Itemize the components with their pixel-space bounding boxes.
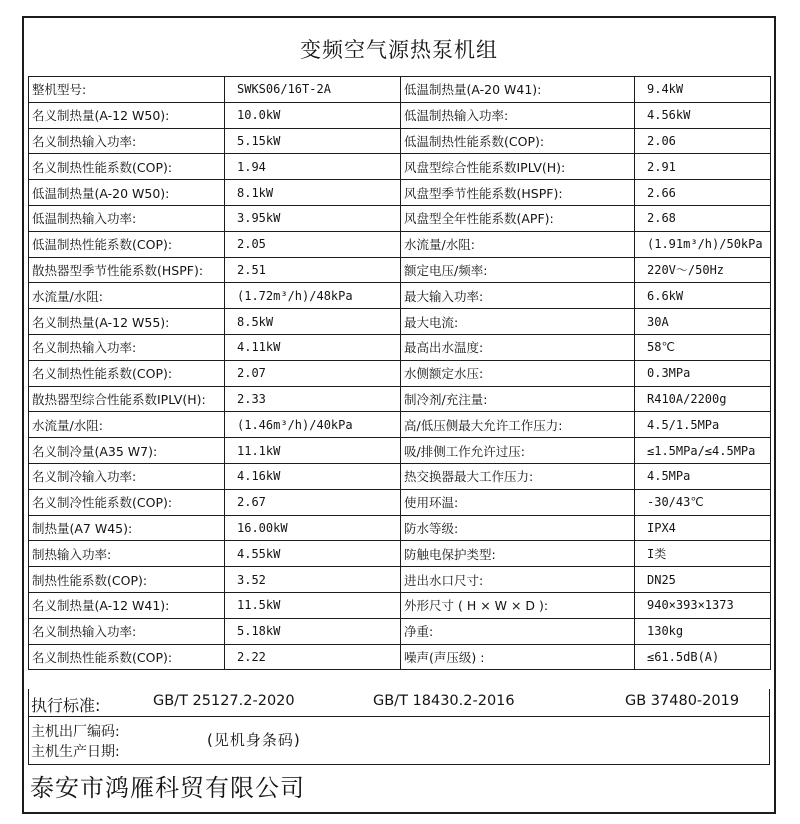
spec-value: 2.51 [225,257,401,283]
spec-row [29,257,771,283]
spec-value: 220V～/50Hz [635,257,771,283]
spec-value: 4.55kW [225,541,401,567]
spec-value: 9.4kW [635,77,771,103]
spec-row [29,592,771,618]
spec-label: 防触电保护类型: [401,541,635,567]
spec-label: 吸/排侧工作允许过压: [401,438,635,464]
barcode-note: (见机身条码) [207,731,301,749]
spec-value: 8.5kW [225,309,401,335]
spec-value: 2.67 [225,489,401,515]
spec-label: 风盘型季节性能系数(HSPF): [401,180,635,206]
spec-row [29,77,771,103]
spec-value: 2.22 [225,644,401,670]
spec-label: 水流量/水阻: [29,412,225,438]
spec-label: 制热输入功率: [29,541,225,567]
nameplate-title: 变频空气源热泵机组 [300,38,498,62]
spec-label: 制冷剂/充注量: [401,386,635,412]
spec-row [29,489,771,515]
spec-value: 130kg [635,618,771,644]
spec-value: 4.11kW [225,334,401,360]
spec-value: R410A/2200g [635,386,771,412]
spec-row [29,309,771,335]
spec-row [29,205,771,231]
standard-2: GB/T 18430.2-2016 [373,693,515,709]
standards-label: 执行标准: [31,696,101,715]
spec-label: 名义制热性能系数(COP): [29,644,225,670]
spec-row [29,463,771,489]
spec-value: ≤61.5dB(A) [635,644,771,670]
spec-value: (1.91m³/h)/50kPa [635,231,771,257]
spec-label: 额定电压/频率: [401,257,635,283]
spec-label: 最大输入功率: [401,283,635,309]
spec-value: 30A [635,309,771,335]
spec-value: SWKS06/16T-2A [225,77,401,103]
spec-value: 4.5/1.5MPa [635,412,771,438]
spec-label: 低温制热性能系数(COP): [401,128,635,154]
spec-value: 4.56kW [635,102,771,128]
spec-label: 使用环温: [401,489,635,515]
spec-value: I类 [635,541,771,567]
spec-row [29,334,771,360]
spec-label: 水流量/水阻: [401,231,635,257]
spec-row [29,102,771,128]
spec-value: (1.72m³/h)/48kPa [225,283,401,309]
spec-value: 940×393×1373 [635,592,771,618]
spec-label: 噪声(声压级) : [401,644,635,670]
spec-row [29,386,771,412]
spec-label: 名义制冷输入功率: [29,463,225,489]
standard-3: GB 37480-2019 [625,693,740,709]
spec-value: 58℃ [635,334,771,360]
spec-label: 名义制冷量(A35 W7): [29,438,225,464]
spec-value: 10.0kW [225,102,401,128]
spec-label: 风盘型全年性能系数(APF): [401,205,635,231]
spec-value: 2.91 [635,154,771,180]
standards-row [28,689,770,717]
spec-row [29,231,771,257]
spec-label: 水流量/水阻: [29,283,225,309]
spec-value: 2.05 [225,231,401,257]
spec-row [29,515,771,541]
spec-value: 4.5MPa [635,463,771,489]
standard-1: GB/T 25127.2-2020 [153,693,295,709]
spec-row [29,541,771,567]
spec-value: 2.07 [225,360,401,386]
spec-label: 散热器型综合性能系数IPLV(H): [29,386,225,412]
spec-value: 2.66 [635,180,771,206]
spec-label: 名义制热输入功率: [29,128,225,154]
company-name: 泰安市鸿雁科贸有限公司 [30,774,305,802]
spec-value: 8.1kW [225,180,401,206]
spec-label: 名义制热量(A-12 W50): [29,102,225,128]
spec-value: 2.06 [635,128,771,154]
spec-value: 11.5kW [225,592,401,618]
nameplate [22,16,776,814]
spec-label: 进出水口尺寸: [401,567,635,593]
spec-value: 1.94 [225,154,401,180]
spec-value: DN25 [635,567,771,593]
spec-label: 最高出水温度: [401,334,635,360]
spec-label: 名义制热量(A-12 W55): [29,309,225,335]
spec-label: 热交换器最大工作压力: [401,463,635,489]
spec-value: ≤1.5MPa/≤4.5MPa [635,438,771,464]
serial-row [28,717,770,765]
spec-label: 低温制热性能系数(COP): [29,231,225,257]
spec-label: 散热器型季节性能系数(HSPF): [29,257,225,283]
spec-label: 制热量(A7 W45): [29,515,225,541]
spec-row [29,618,771,644]
spec-label: 低温制热量(A-20 W50): [29,180,225,206]
spec-value: IPX4 [635,515,771,541]
spec-label: 低温制热输入功率: [29,205,225,231]
spec-label: 防水等级: [401,515,635,541]
spec-value: 2.33 [225,386,401,412]
spec-label: 最大电流: [401,309,635,335]
spec-row [29,283,771,309]
spec-value: 3.52 [225,567,401,593]
factory-number-label: 主机出厂编码: [31,724,120,740]
spec-label: 低温制热输入功率: [401,102,635,128]
spec-value: 16.00kW [225,515,401,541]
spec-table [28,76,771,670]
spec-row [29,360,771,386]
spec-value: 11.1kW [225,438,401,464]
production-date-label: 主机生产日期: [31,744,120,760]
spec-value: 3.95kW [225,205,401,231]
spec-label: 低温制热量(A-20 W41): [401,77,635,103]
spec-row [29,438,771,464]
spec-row [29,644,771,670]
spec-label: 制热性能系数(COP): [29,567,225,593]
spec-row [29,128,771,154]
spec-row [29,180,771,206]
spec-label: 高/低压侧最大允许工作压力: [401,412,635,438]
spec-label: 名义制冷性能系数(COP): [29,489,225,515]
spec-label: 水侧额定水压: [401,360,635,386]
spec-label: 净重: [401,618,635,644]
spec-label: 名义制热性能系数(COP): [29,154,225,180]
spec-value: (1.46m³/h)/40kPa [225,412,401,438]
spec-row [29,567,771,593]
spec-label: 名义制热输入功率: [29,618,225,644]
spec-label: 风盘型综合性能系数IPLV(H): [401,154,635,180]
spec-value: 5.18kW [225,618,401,644]
spec-label: 名义制热性能系数(COP): [29,360,225,386]
spec-value: -30/43℃ [635,489,771,515]
spec-value: 5.15kW [225,128,401,154]
spec-value: 6.6kW [635,283,771,309]
spec-value: 0.3MPa [635,360,771,386]
spec-label: 整机型号: [29,77,225,103]
spec-row [29,154,771,180]
spec-label: 外形尺寸 ( H × W × D ): [401,592,635,618]
spec-value: 2.68 [635,205,771,231]
spec-label: 名义制热量(A-12 W41): [29,592,225,618]
spec-label: 名义制热输入功率: [29,334,225,360]
spec-row [29,412,771,438]
spec-value: 4.16kW [225,463,401,489]
